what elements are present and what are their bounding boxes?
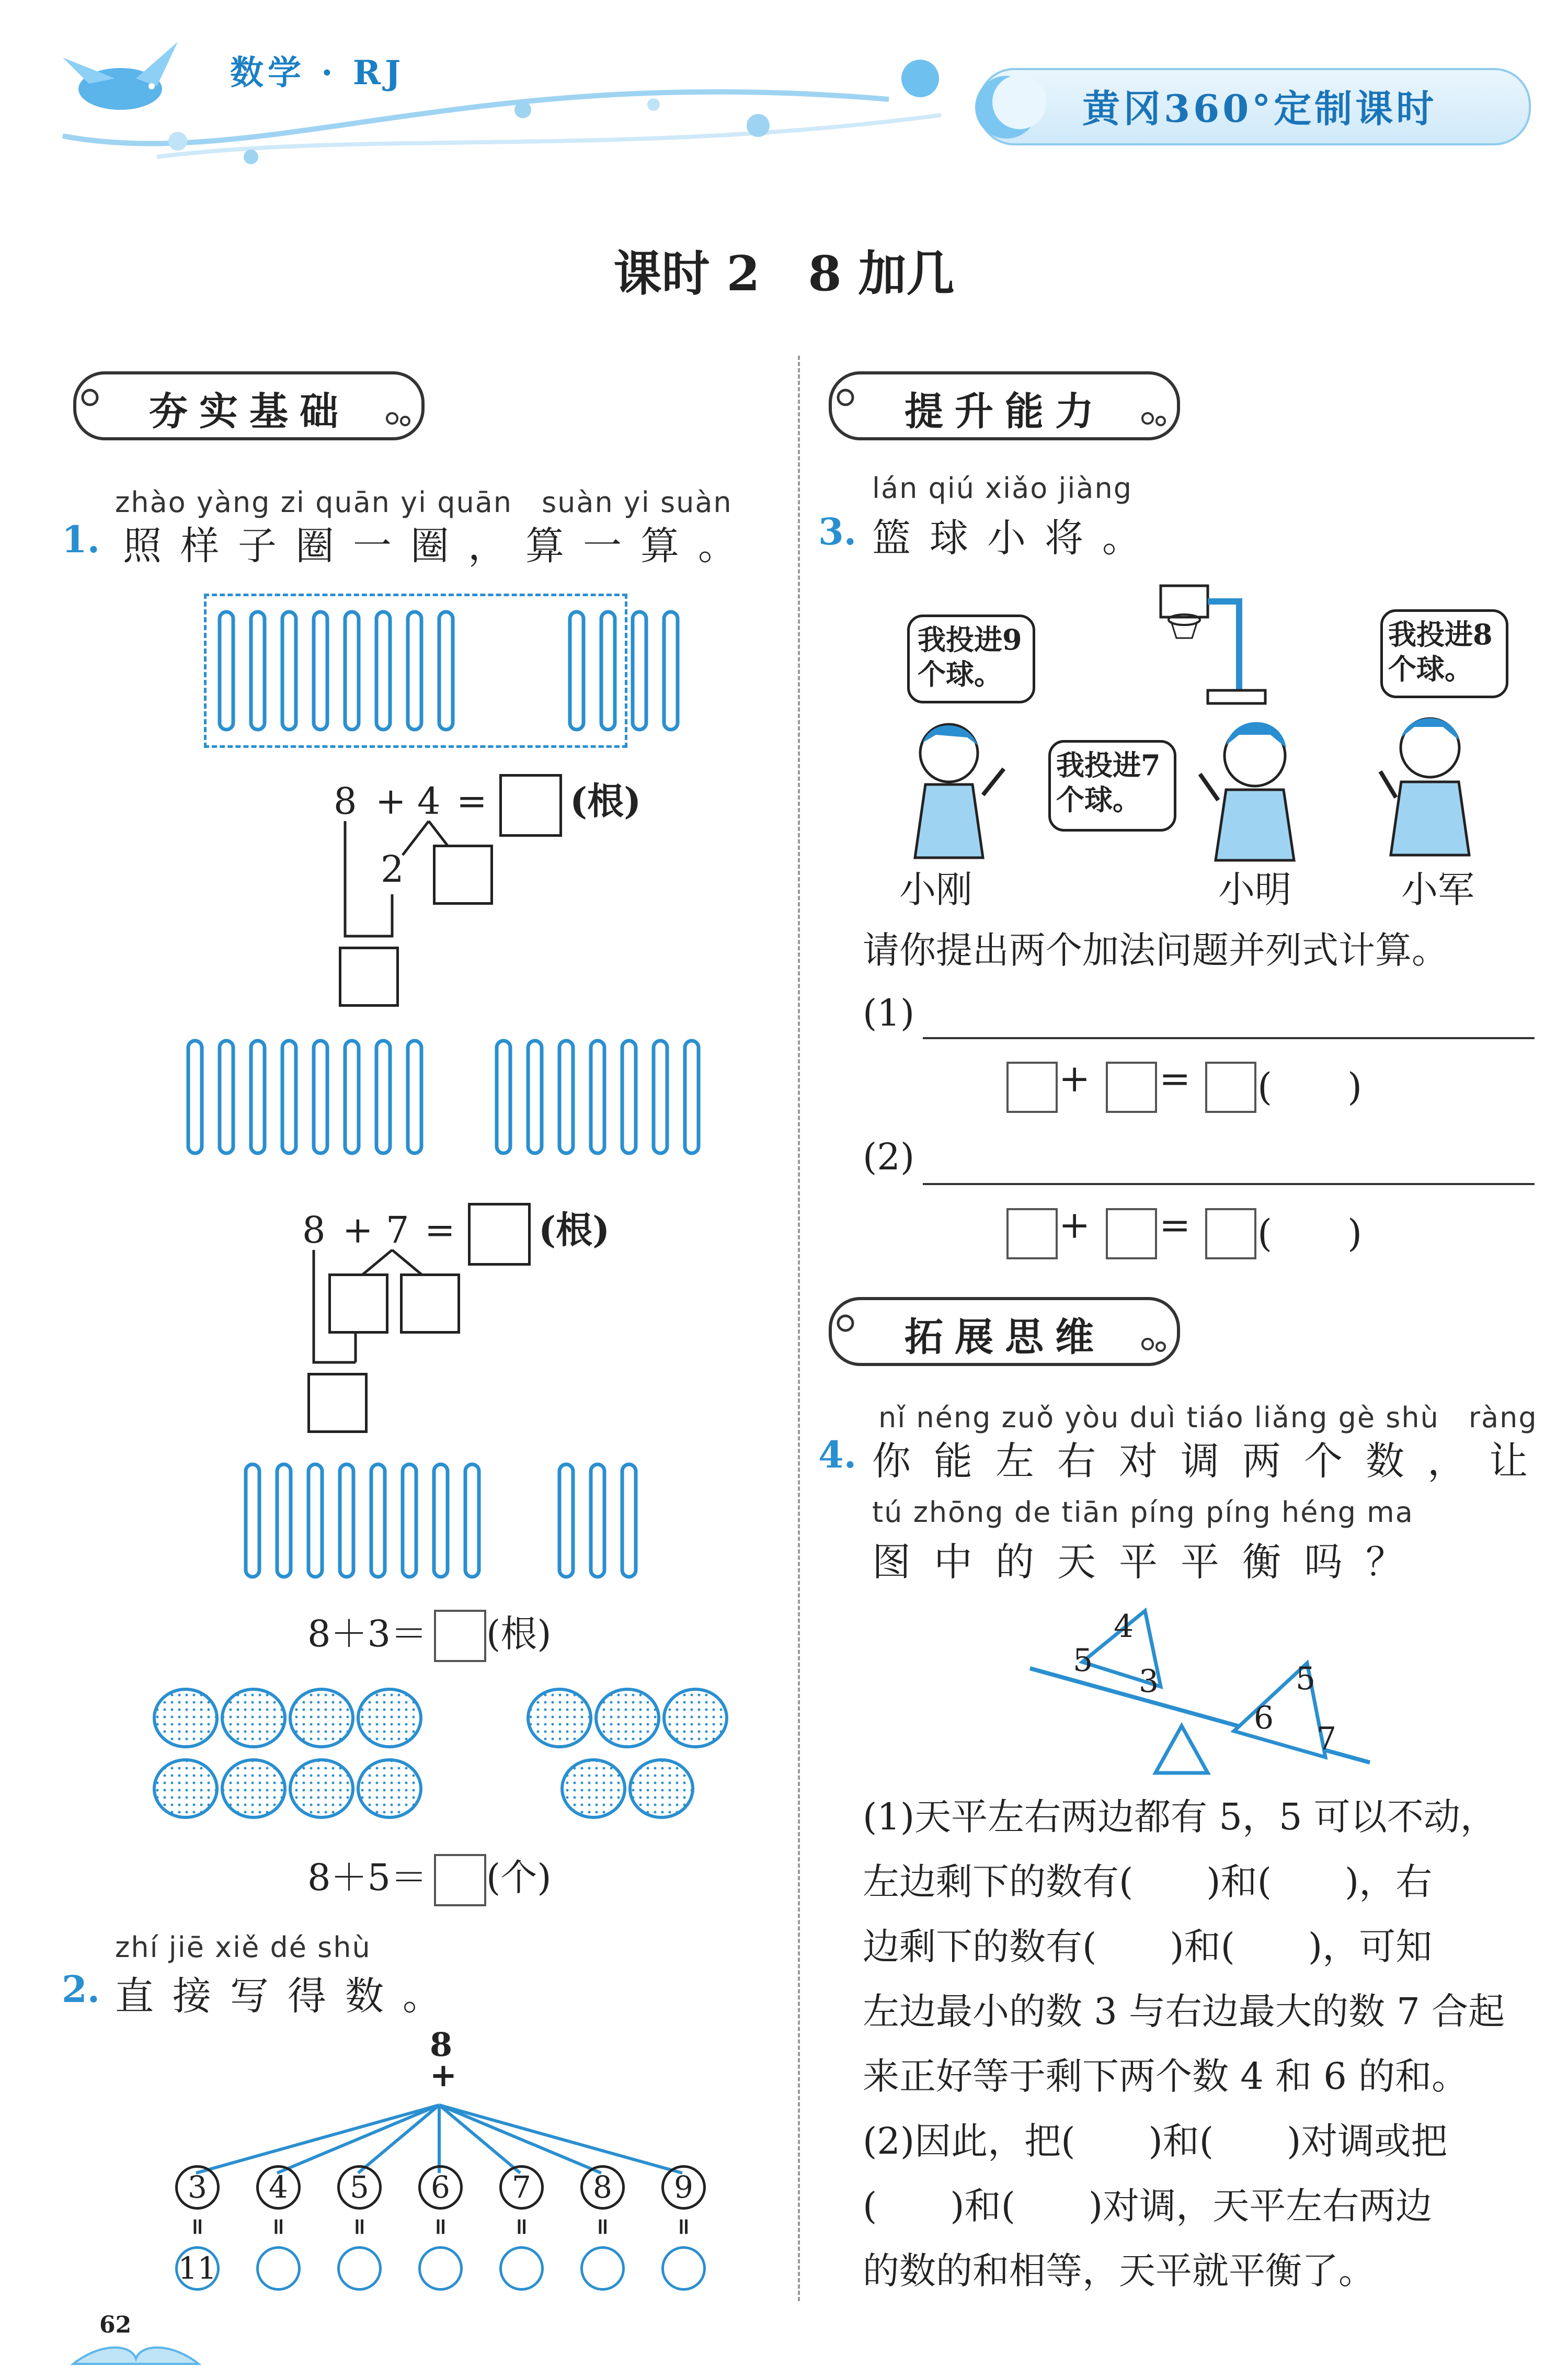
eq1-split-box[interactable] bbox=[433, 845, 493, 905]
eq3-text: 8＋3＝ bbox=[307, 1612, 428, 1655]
basketball-hoop-icon bbox=[1150, 581, 1276, 711]
addend-value: 9 bbox=[674, 2169, 693, 2205]
series-title: 黄冈360°定制课时 bbox=[1082, 86, 1437, 131]
right-triangle-number-left: 6 bbox=[1254, 1700, 1274, 1736]
eq2-op: + bbox=[342, 1209, 373, 1252]
addend-box[interactable] bbox=[1106, 1062, 1157, 1113]
result-circle[interactable] bbox=[256, 2246, 301, 2291]
result-circle[interactable] bbox=[661, 2246, 706, 2291]
q3-item2-expression bbox=[1006, 1203, 1477, 1260]
tag-circles-icon bbox=[1137, 1328, 1179, 1360]
sum-box[interactable] bbox=[1205, 1208, 1256, 1259]
q2-question: 直接写得数。 bbox=[115, 1974, 460, 2019]
eq1-op: + bbox=[375, 780, 406, 823]
addend-value: 4 bbox=[269, 2169, 288, 2205]
q4-question-line1: 你能左右对调两个数，让 bbox=[872, 1439, 1551, 1484]
eq1-sum-box[interactable] bbox=[339, 947, 399, 1007]
sticks-row-1 bbox=[209, 607, 701, 737]
result-circle[interactable] bbox=[580, 2246, 625, 2291]
tag-circles-icon bbox=[834, 1307, 876, 1349]
q3-question: 篮球小将。 bbox=[872, 516, 1160, 561]
addend-box[interactable] bbox=[1006, 1062, 1058, 1113]
eq4-text: 8＋5＝ bbox=[307, 1856, 428, 1899]
q3-item1-answer-line[interactable] bbox=[923, 1037, 1535, 1039]
addend-box[interactable] bbox=[1106, 1208, 1157, 1259]
sticks-row-3 bbox=[235, 1462, 654, 1582]
section-tag-improve-label: 提升能力 bbox=[905, 389, 1105, 434]
equals-sign: = bbox=[184, 2217, 211, 2236]
q2-addends-row bbox=[173, 2165, 727, 2217]
eq4-unit: (个) bbox=[486, 1856, 552, 1899]
tag-circles-icon bbox=[834, 382, 876, 424]
book-icon bbox=[68, 2338, 204, 2366]
right-triangle-number-right: 7 bbox=[1317, 1721, 1337, 1757]
q4-paragraph-line8: 的数的和相等，天平就平衡了。 bbox=[863, 2249, 1375, 2292]
equals-sign: = bbox=[508, 2217, 535, 2236]
eq1-a: 8 bbox=[334, 780, 357, 823]
addend-value: 7 bbox=[512, 2169, 531, 2205]
q4-question-line2: 图中的天平平衡吗？ bbox=[872, 1540, 1427, 1585]
section-tag-extend-label: 拓展思维 bbox=[905, 1315, 1105, 1360]
eq2-unit: (根) bbox=[539, 1208, 610, 1252]
equals-sign: = bbox=[670, 2217, 697, 2236]
q4-paragraph-line3[interactable]: 边剩下的数有( )和( )，可知 bbox=[863, 1925, 1433, 1968]
plus-sign: + bbox=[1059, 1056, 1091, 1100]
q4-paragraph-line1: (1)天平左右两边都有 5，5 可以不动， bbox=[863, 1795, 1497, 1838]
q2-pinyin: zhí jiē xiě dé shù bbox=[115, 1931, 371, 1964]
eq1-b: 4 bbox=[417, 780, 441, 823]
left-triangle-number-top: 4 bbox=[1114, 1608, 1134, 1645]
boy-xiaogang-icon bbox=[905, 716, 1009, 868]
eq1-eq: = bbox=[456, 780, 487, 823]
bubble-1-text: 我投进9个球。 bbox=[918, 623, 1022, 691]
sum-box[interactable] bbox=[1205, 1062, 1256, 1113]
section-tag-basics-label: 夯实基础 bbox=[149, 389, 350, 434]
name-xiaojun: 小军 bbox=[1401, 868, 1474, 911]
equals-sign: = bbox=[265, 2217, 292, 2236]
q4-paragraph-line7[interactable]: ( )和( )对调，天平左右两边 bbox=[863, 2185, 1433, 2227]
eq2-answer-box[interactable] bbox=[468, 1203, 531, 1266]
result-circle[interactable] bbox=[499, 2246, 544, 2291]
equals-sign: = bbox=[346, 2217, 373, 2236]
q2-equals-row bbox=[173, 2213, 727, 2245]
equals-sign: = bbox=[589, 2217, 616, 2236]
tag-circles-icon bbox=[382, 403, 424, 434]
q2-top-number: 8 bbox=[430, 2026, 453, 2064]
eq1-split-number: 2 bbox=[381, 848, 404, 891]
eq1-unit: (根) bbox=[570, 779, 642, 823]
eq3-unit: (根) bbox=[486, 1612, 552, 1655]
q3-prompt: 请你提出两个加法问题并列式计算。 bbox=[863, 929, 1448, 972]
boy-xiaoming-icon bbox=[1197, 716, 1312, 868]
addend-circle bbox=[580, 2165, 625, 2210]
q4-paragraph-line6[interactable]: (2)因此，把( )和( )对调或把 bbox=[863, 2120, 1448, 2163]
q4-number: 4. bbox=[818, 1433, 857, 1476]
addend-value: 3 bbox=[188, 2169, 207, 2205]
equals-sign: = bbox=[1159, 1056, 1191, 1100]
q1-question: 照样子圈一圈，算一算。 bbox=[123, 524, 756, 568]
left-triangle-number-right: 3 bbox=[1139, 1663, 1159, 1700]
oranges-group bbox=[146, 1684, 742, 1830]
eq2-b: 7 bbox=[386, 1209, 409, 1252]
eq1-answer-box[interactable] bbox=[499, 774, 562, 837]
subject-label: 数学 · RJ bbox=[230, 53, 405, 93]
tag-circles-icon bbox=[78, 382, 120, 424]
result-circle[interactable] bbox=[418, 2246, 463, 2291]
addend-box[interactable] bbox=[1006, 1208, 1058, 1259]
q3-item2-answer-line[interactable] bbox=[923, 1183, 1535, 1185]
unit-paren[interactable]: ( ) bbox=[1257, 1211, 1363, 1255]
sticks-row-2 bbox=[178, 1038, 711, 1158]
eq2-eq: = bbox=[425, 1209, 455, 1252]
left-triangle-number-left: 5 bbox=[1073, 1642, 1093, 1679]
name-xiaogang: 小刚 bbox=[899, 868, 972, 911]
addend-circle bbox=[256, 2165, 301, 2210]
addend-circle bbox=[418, 2165, 463, 2210]
q4-paragraph-line2[interactable]: 左边剩下的数有( )和( )，右 bbox=[863, 1860, 1433, 1903]
tag-circles-icon bbox=[1137, 403, 1179, 434]
addend-value: 8 bbox=[593, 2169, 612, 2205]
q4-paragraph-line5: 来正好等于剩下两个数 4 和 6 的和。 bbox=[863, 2055, 1469, 2098]
addend-value: 6 bbox=[431, 2169, 450, 2205]
q4-pinyin-line2: tú zhōng de tiān píng píng héng ma bbox=[872, 1496, 1414, 1529]
eq2-split-box-2[interactable] bbox=[400, 1273, 460, 1334]
eq3-answer-box[interactable] bbox=[434, 1610, 486, 1662]
right-triangle-number-top: 5 bbox=[1296, 1660, 1316, 1697]
unit-paren[interactable]: ( ) bbox=[1257, 1065, 1363, 1109]
q2-plus: + bbox=[430, 2056, 457, 2094]
q3-item1-expression bbox=[1006, 1056, 1477, 1114]
result-circle[interactable] bbox=[337, 2246, 382, 2291]
q1-number: 1. bbox=[62, 518, 100, 561]
boy-xiaojun-icon bbox=[1375, 709, 1490, 866]
eq2-split-box-1[interactable] bbox=[328, 1273, 388, 1334]
addend-circle bbox=[337, 2165, 382, 2210]
q3-item1-label: (1) bbox=[863, 992, 915, 1034]
page-number: 62 bbox=[99, 2312, 132, 2338]
equals-sign: = bbox=[1159, 1203, 1191, 1247]
result-value: 11 bbox=[178, 2250, 217, 2286]
addend-circle bbox=[661, 2165, 706, 2210]
eq2-a: 8 bbox=[302, 1209, 326, 1252]
eq2-sum-box[interactable] bbox=[307, 1373, 368, 1433]
eq4-answer-box[interactable] bbox=[434, 1854, 486, 1906]
q2-results-row bbox=[173, 2246, 727, 2299]
column-divider bbox=[798, 356, 800, 2301]
lesson-title: 课时 2 8 加几 bbox=[613, 245, 955, 302]
bubble-3-text: 我投进8个球。 bbox=[1388, 618, 1493, 686]
q1-pinyin: zhào yàng zi quān yi quān suàn yi suàn bbox=[115, 486, 733, 519]
q4-pinyin-line1: nǐ néng zuǒ yòu duì tiáo liǎng gè shù ràng bbox=[878, 1401, 1538, 1434]
bird-icon bbox=[58, 37, 183, 126]
addend-circle bbox=[175, 2165, 220, 2210]
q2-number: 2. bbox=[62, 1967, 100, 2011]
bubble-2-text: 我投进7个球。 bbox=[1056, 748, 1161, 816]
equals-sign: = bbox=[427, 2217, 454, 2236]
q3-item2-label: (2) bbox=[863, 1135, 915, 1178]
plus-sign: + bbox=[1059, 1203, 1091, 1247]
q3-number: 3. bbox=[818, 510, 857, 553]
q3-pinyin: lán qiú xiǎo jiàng bbox=[872, 472, 1133, 505]
addend-circle bbox=[499, 2165, 544, 2210]
q4-paragraph-line4: 左边最小的数 3 与右边最大的数 7 合起 bbox=[863, 1990, 1505, 2033]
addend-value: 5 bbox=[350, 2169, 369, 2205]
name-xiaoming: 小明 bbox=[1218, 868, 1291, 911]
moon-icon bbox=[967, 68, 1046, 146]
result-circle[interactable] bbox=[175, 2246, 220, 2291]
